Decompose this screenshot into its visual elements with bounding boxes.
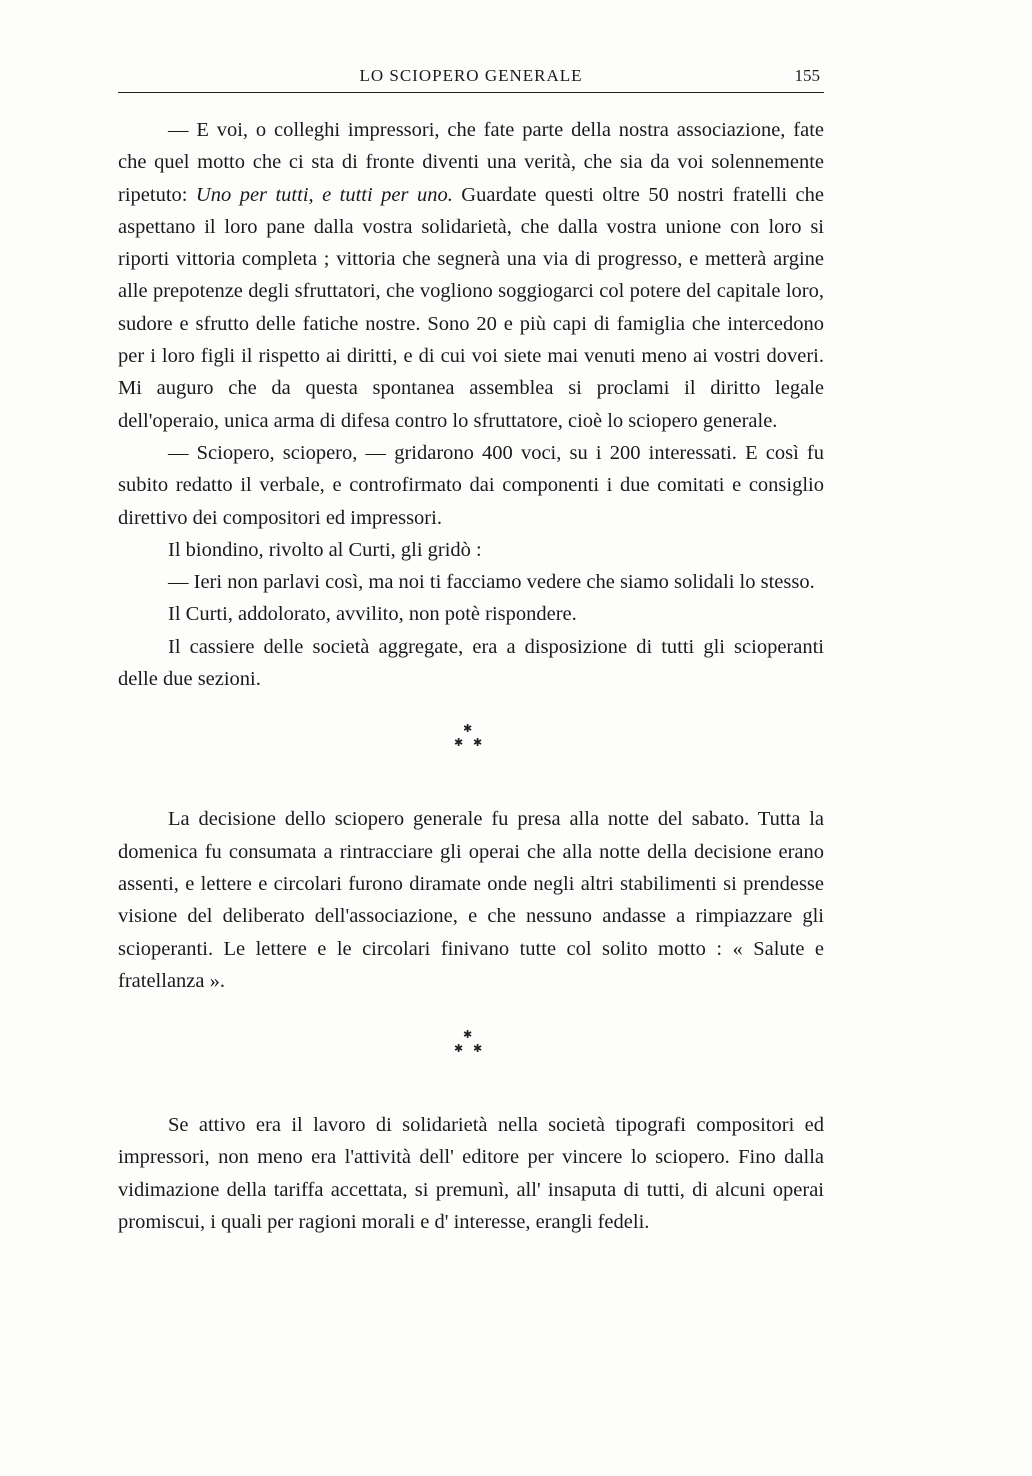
paragraph: Il biondino, rivolto al Curti, gli gridò : (168, 538, 482, 561)
asterisk-icon: ✱ (454, 736, 464, 750)
paragraph: Se attivo era il lavoro di solidarietà nella società tipografi compositori ed impressori, non meno era l'attività dell' editore per vincere lo sciopero. Fino dalla vidimazione della tariffa accettata, si premunì, all' insaputa di tutti, di alcuni operai promiscui, i quali per ragioni morali e d' interesse, erangli fedeli. (118, 1114, 824, 1234)
paragraph (118, 114, 824, 437)
section-break-asterism (118, 1019, 824, 1079)
asterisk-icon: ✱ (463, 1028, 473, 1042)
paragraph-text: Guardate questi oltre 50 nostri fratelli che aspettano il loro pane dalla vostra solidarietà, che dalla vostra unione con loro si riporti vittoria completa ; vittoria che segnerà una via di progresso, e metterà argine alle prepotenze degli sfruttatori, che vogliono soggiogarci col potere del capitale loro, sudore e sfrutto delle fatiche nostre. Sono 20 e più capi di famiglia che intercedono per i loro figli il rispetto ai diritti, e di cui voi siete mai venuti meno ai vostri doveri. Mi auguro che da questa spontanea assemblea si proclami il diritto legale dell'operaio, unica arma di difesa contro lo sfruttatore, cioè lo sciopero generale. (118, 183, 824, 432)
running-title: LO SCIOPERO GENERALE (359, 66, 583, 85)
asterisk-icon: ✱ (454, 1042, 464, 1056)
asterisk-icon: ✱ (473, 1042, 483, 1056)
asterisk-icon: ✱ (473, 736, 483, 750)
page-number: 155 (794, 66, 820, 85)
paragraph: Il Curti, addolorato, avvilito, non potè rispondere. (168, 603, 577, 626)
paragraph: La decisione dello sciopero generale fu presa alla notte del sabato. Tutta la domenica fu consumata a rintracciare gli operai che alla notte della decisione erano assenti, e lettere e circolari furono diramate onde negli altri stabilimenti si prendesse visione del deliberato dell'associazione, e che nessuno andasse a rimpiazzare gli scioperanti. Le lettere e le circolari finivano tutte col solito motto : « Salute e fratellanza ». (118, 808, 824, 992)
asterisk-icon: ✱ (463, 722, 473, 736)
paragraph: Il cassiere delle società aggregate, era a disposizione di tutti gli scioperanti delle due sezioni. (118, 635, 824, 691)
running-header (118, 64, 824, 93)
paragraph: — Ieri non parlavi così, ma noi ti facciamo vedere che siamo solidali lo stesso. (168, 571, 815, 594)
section-break-asterism (118, 713, 824, 773)
paragraph-text: — E voi, o colleghi impressori, che fate parte della nostra associazione, fate che quel motto che ci sta di fronte diventi una verità, che sia da voi solennemente ripetuto: (118, 119, 824, 206)
motto-italic: Uno per tutti, e tutti per uno. (195, 183, 453, 206)
paragraph: — Sciopero, sciopero, — gridarono 400 voci, su i 200 interessati. E così fu subito redatto il verbale, e controfirmato dai componenti i due comitati e consiglio direttivo dei compositori ed impressori. (118, 441, 824, 529)
body-text (118, 114, 824, 1238)
